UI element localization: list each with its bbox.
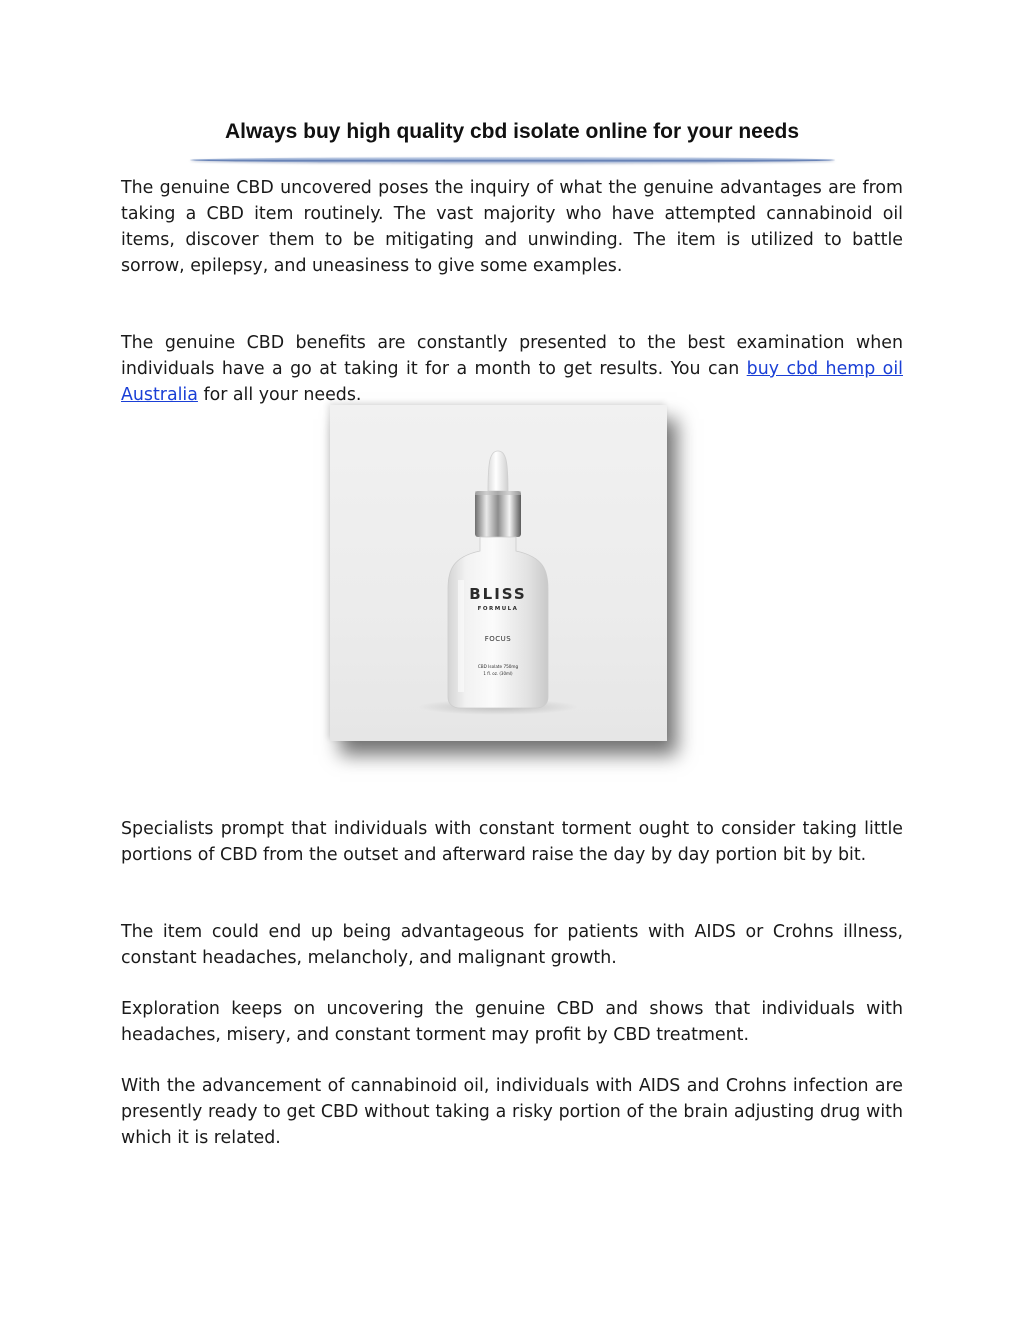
paragraph-research: Exploration keeps on uncovering the genuine CBD and shows that individuals with headaches, misery, and constant torment may profit by CBD treatment. (121, 999, 903, 1045)
title-underline-divider (190, 157, 835, 163)
buy-cbd-hemp-oil-link[interactable]: buy cbd hemp oil Australia (121, 359, 903, 405)
paragraph-advancement: With the advancement of cannabinoid oil, individuals with AIDS and Crohns infection are presently ready to get CBD without taking a risky portion of the brain adjusting drug with which it is related. (121, 1076, 903, 1148)
cbd-bottle-illustration (330, 405, 667, 741)
dropper-bulb (488, 451, 508, 491)
bottle-body (448, 537, 548, 708)
paragraph-benefits-text-start: The genuine CBD benefits are constantly presented to the best examination when individuals have a go at taking it for a month to get results. You can (121, 333, 903, 379)
page-title: Always buy high quality cbd isolate online for your needs (224, 120, 800, 143)
bottle-variant-text: FOCUS (484, 635, 512, 643)
paragraph-benefits-text-end: for all your needs. (197, 385, 362, 405)
product-image (330, 405, 667, 741)
bottle-strength-text: CBD Isolate 750mg (477, 664, 519, 669)
bottle-brand-text: BLISS (469, 585, 527, 603)
dropper-collar (475, 491, 521, 537)
paragraph-benefits (121, 330, 903, 408)
bottle-sub-brand-text: FORMULA (477, 606, 519, 612)
paragraph-conditions: The item could end up being advantageous for patients with AIDS or Crohns illness, constant headaches, melancholy, and malignant growth. (121, 922, 903, 968)
bottle-volume-text: 1 fl. oz. (30ml) (483, 671, 513, 676)
paragraph-intro: The genuine CBD uncovered poses the inquiry of what the genuine advantages are from taking a CBD item routinely. The vast majority who have attempted cannabinoid oil items, discover them to be mitigating and unwinding. The item is utilized to battle sorrow, epilepsy, and uneasiness to give some examples. (121, 178, 903, 276)
paragraph-dosage-advice: Specialists prompt that individuals with constant torment ought to consider taking little portions of CBD from the outset and afterward raise the day by day portion bit by bit. (121, 819, 903, 865)
